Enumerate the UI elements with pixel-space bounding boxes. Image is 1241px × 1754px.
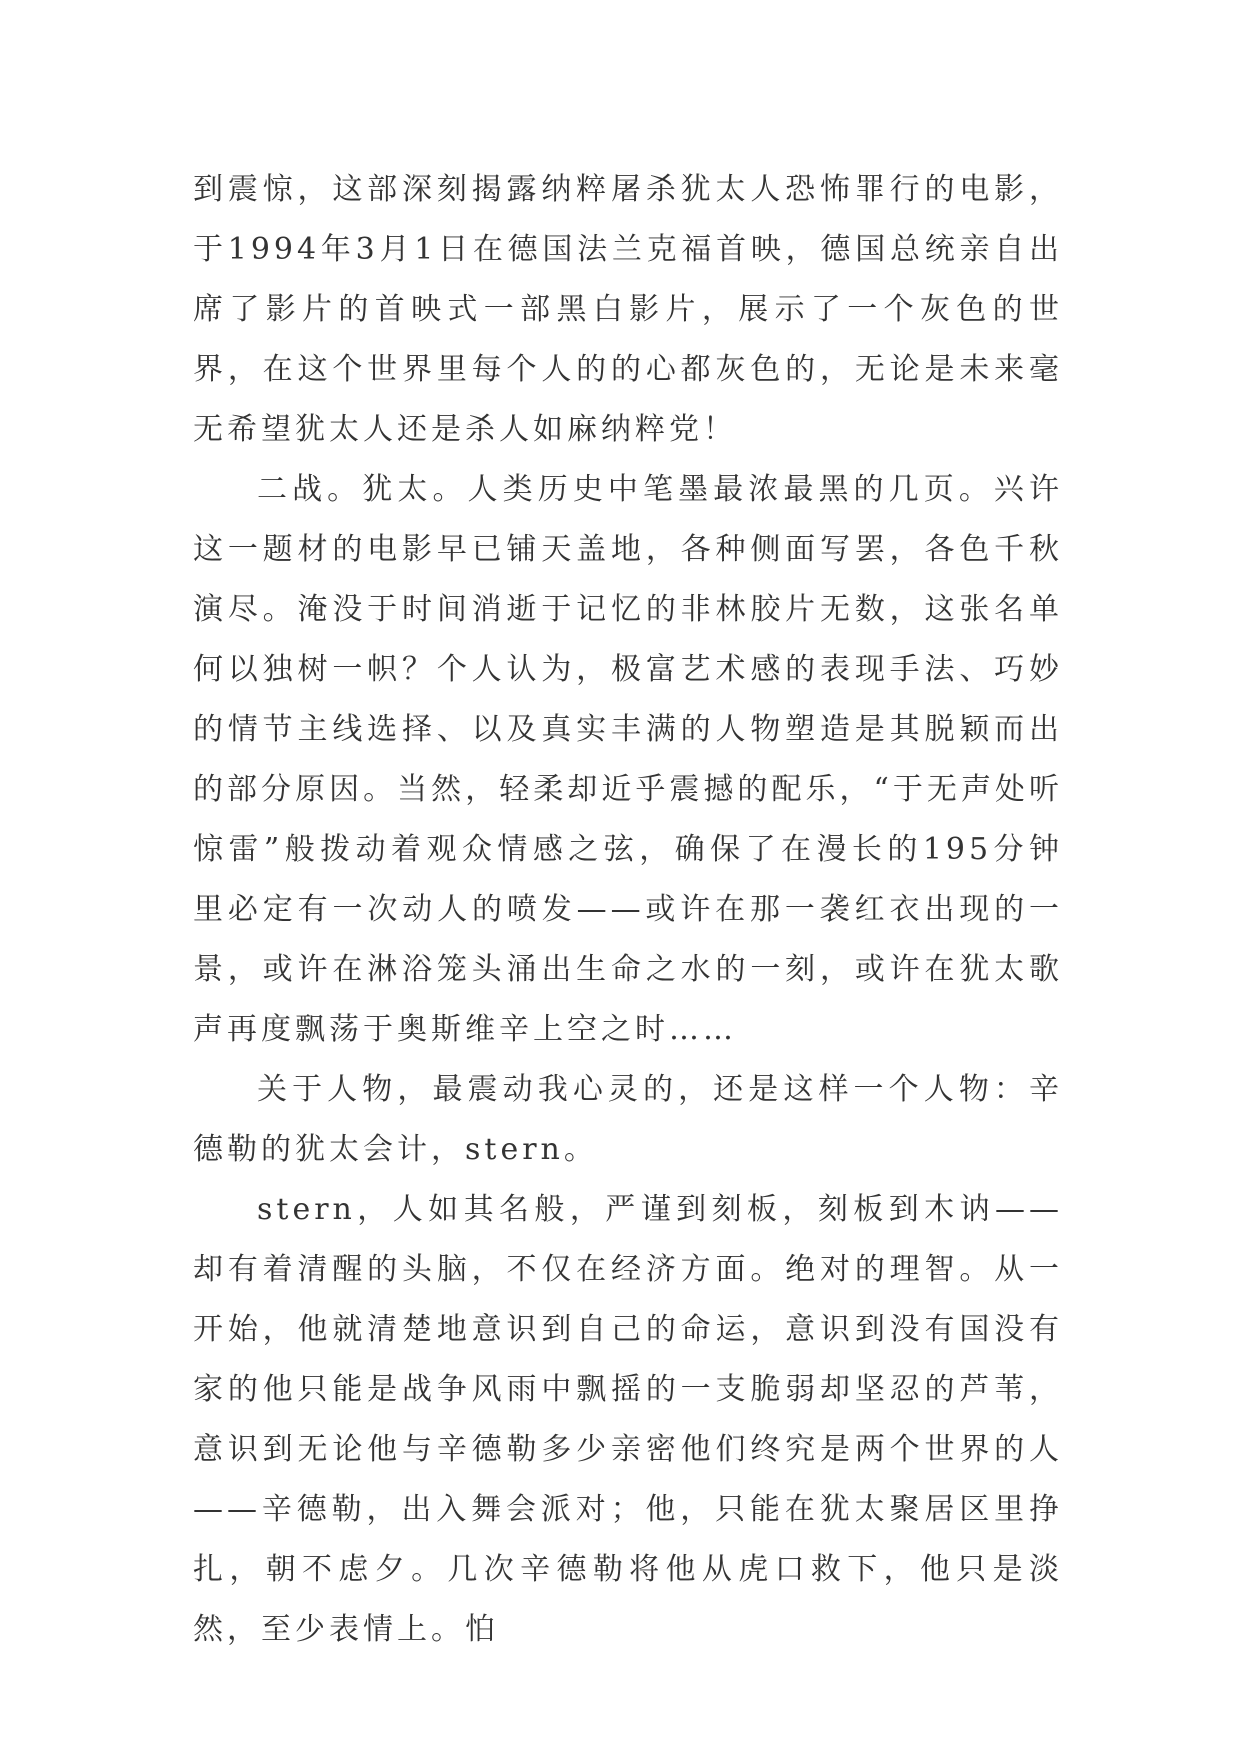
paragraph-2: 二战。犹太。人类历史中笔墨最浓最黑的几页。兴许这一题材的电影早已铺天盖地，各种侧面写罢，各色千秋演尽。淹没于时间消逝于记忆的非林胶片无数，这张名单何以独树一帜？个人认为，极富艺术感的表现手法、巧妙的情节主线选择、以及真实丰满的人物塑造是其脱颖而出的部分原因。当然，轻柔却近乎震撼的配乐，“于无声处听惊雷”般拨动着观众情感之弦，确保了在漫长的195分钟里必定有一次动人的喷发——或许在那一袭红衣出现的一景，或许在淋浴笼头涌出生命之水的一刻，或许在犹太歌声再度飘荡于奥斯维辛上空之时…… [193, 472, 1063, 1047]
paragraph-3: 关于人物，最震动我心灵的，还是这样一个人物：辛德勒的犹太会计，stern。 [193, 1072, 1063, 1167]
document-body [193, 160, 1063, 1660]
paragraph-4: stern，人如其名般，严谨到刻板，刻板到木讷——却有着清醒的头脑，不仅在经济方面。绝对的理智。从一开始，他就清楚地意识到自己的命运，意识到没有国没有家的他只能是战争风雨中飘摇的一支脆弱却坚忍的芦苇，意识到无论他与辛德勒多少亲密他们终究是两个世界的人——辛德勒，出入舞会派对；他，只能在犹太聚居区里挣扎，朝不虑夕。几次辛德勒将他从虎口救下，他只是淡然，至少表情上。怕 [193, 1192, 1063, 1647]
paragraph-1: 到震惊，这部深刻揭露纳粹屠杀犹太人恐怖罪行的电影，于1994年3月1日在德国法兰克福首映，德国总统亲自出席了影片的首映式一部黑白影片，展示了一个灰色的世界，在这个世界里每个人的的心都灰色的，无论是未来毫无希望犹太人还是杀人如麻纳粹党！ [193, 172, 1063, 447]
